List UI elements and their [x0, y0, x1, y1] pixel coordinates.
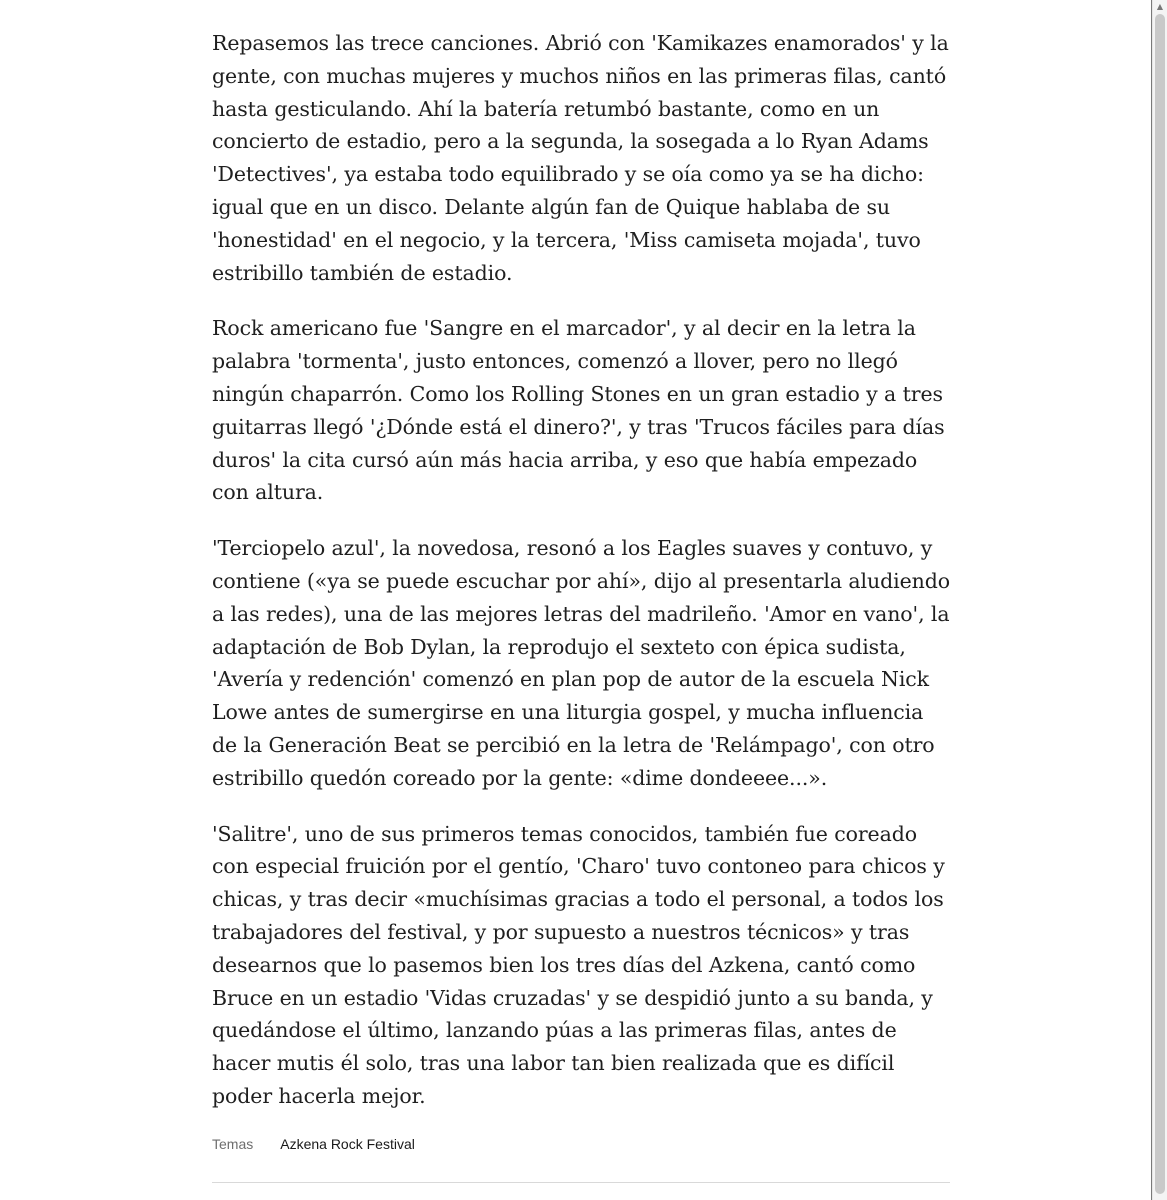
article-body	[212, 27, 952, 1136]
tag-link-azkena-rock-festival[interactable]: Azkena Rock Festival	[280, 1136, 415, 1152]
article-paragraph: 'Terciopelo azul', la novedosa, resonó a los Eagles suaves y contuvo, y contiene («ya se puede escuchar por ahí», dijo al presentarla aludiendo a las redes), una de las mejores letras del madrileño. 'Amor en vano', la adaptación de Bob Dylan, la reprodujo el sexteto con épica sudista, 'Avería y redención' comenzó en plan pop de autor de la escuela Nick Lowe antes de sumergirse en una liturgia gospel, y mucha influencia de la Generación Beat se percibió en la letra de 'Relámpago', con otro estribillo quedón coreado por la gente: «dime dondeeee...».	[212, 536, 950, 790]
vertical-scrollbar[interactable]	[1152, 0, 1167, 1200]
article-paragraph: Rock americano fue 'Sangre en el marcador', y al decir en la letra la palabra 'tormenta', justo entonces, comenzó a llover, pero no llegó ningún chaparrón. Como los Rolling Stones en un gran estadio y a tres guitarras llegó '¿Dónde está el dinero?', y tras 'Trucos fáciles para días duros' la cita cursó aún más hacia arriba, y eso que había empezado con altura.	[212, 316, 945, 505]
article-paragraph: Repasemos las trece canciones. Abrió con 'Kamikazes enamorados' y la gente, con muchas mujeres y muchos niños en las primeras filas, cantó hasta gesticulando. Ahí la batería retumbó bastante, como en un concierto de estadio, pero a la segunda, la sosegada a lo Ryan Adams 'Detectives', ya estaba todo equilibrado y se oía como ya se ha dicho: igual que en un disco. Delante algún fan de Quique hablaba de su 'honestidad' en el negocio, y la tercera, 'Miss camiseta mojada', tuvo estribillo también de estadio.	[212, 31, 949, 285]
scrollbar-thumb[interactable]	[1155, 14, 1165, 1194]
tags-label: Temas	[212, 1136, 254, 1152]
chevron-up-icon[interactable]: ▲	[1156, 2, 1164, 11]
article-paragraph: 'Salitre', uno de sus primeros temas conocidos, también fue coreado con especial fruición por el gentío, 'Charo' tuvo contoneo para chicos y chicas, y tras decir «muchísimas gracias a todo el personal, a todos los trabajadores del festival, y por supuesto a nuestros técnicos» y tras desearnos que lo pasemos bien los tres días del Azkena, cantó como Bruce en un estadio 'Vidas cruzadas' y se despidió junto a su banda, y quedándose el último, lanzando púas a las primeras filas, antes de hacer mutis él solo, tras una labor tan bien realizada que es difícil poder hacerla mejor.	[212, 821, 945, 1108]
tags-bar	[212, 1136, 950, 1152]
footer-divider	[212, 1182, 950, 1183]
